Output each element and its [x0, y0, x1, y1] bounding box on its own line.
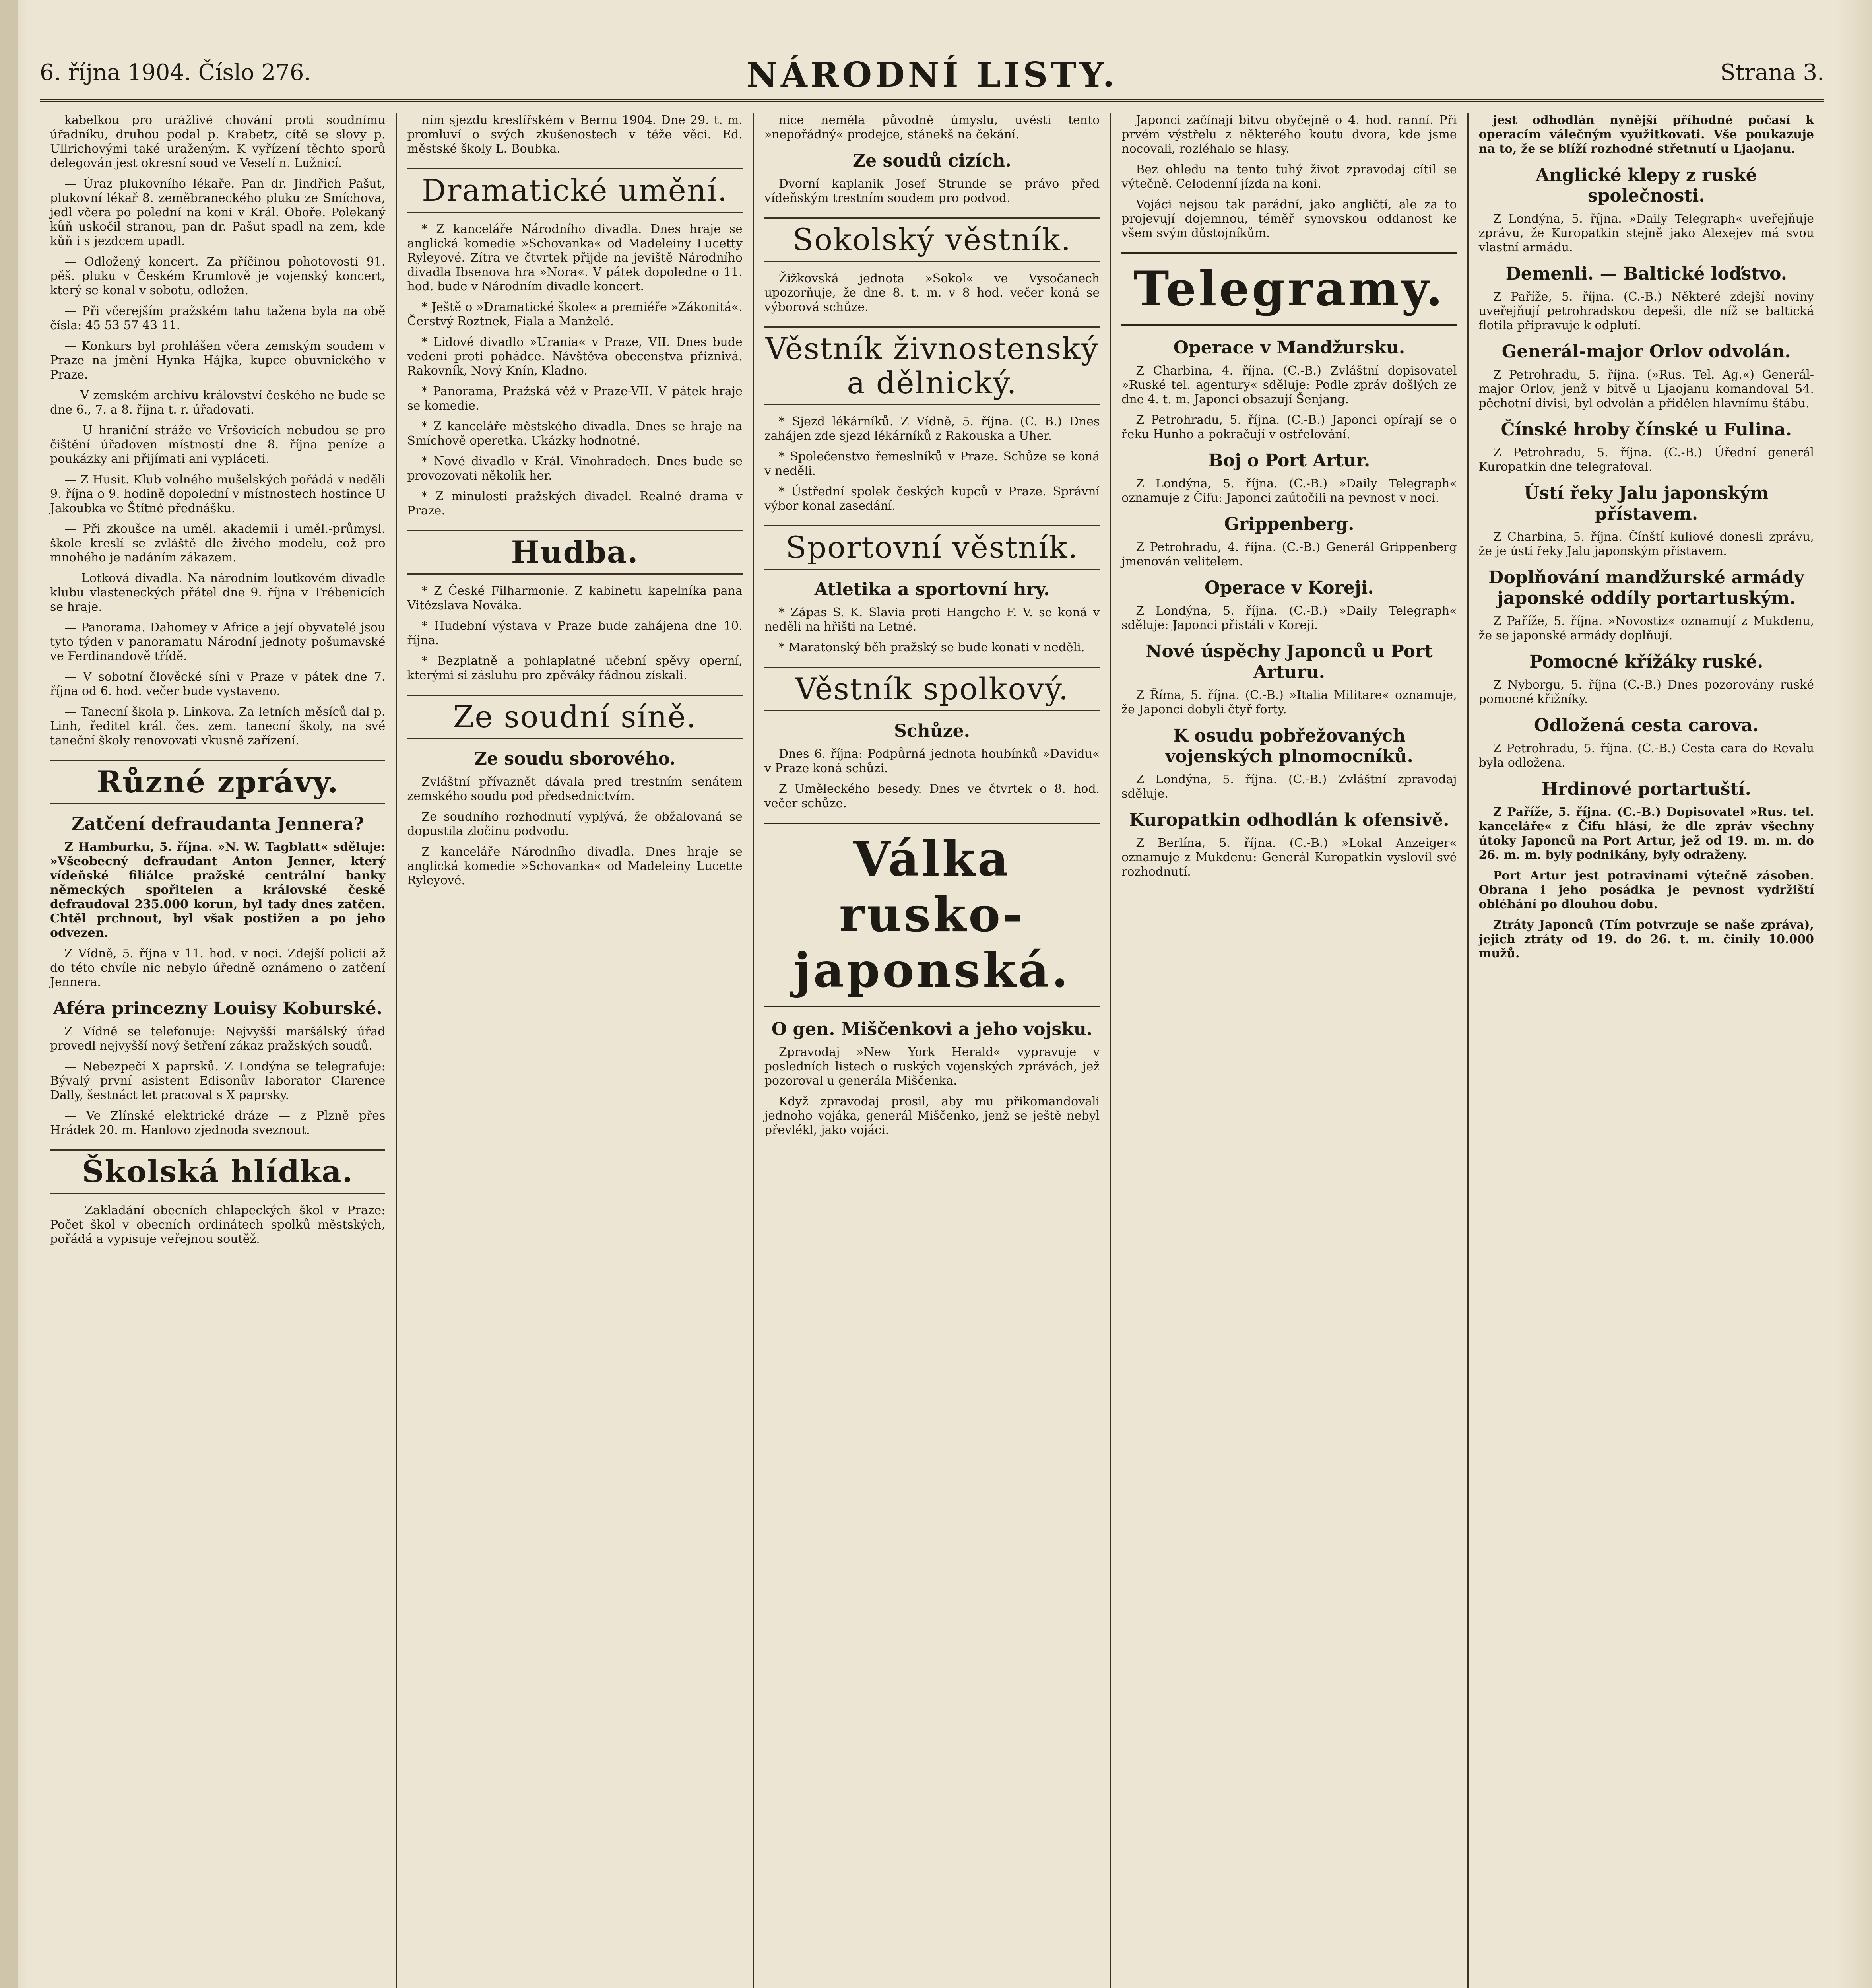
article-paragraph: Z Berlína, 5. října. (C.-B.) »Lokal Anzeiger« oznamuje z Mukdenu: Generál Kuropatkin vyslovil své rozhodnutí. — [1121, 836, 1457, 879]
article-heading: Schůze. — [894, 721, 970, 741]
page-header — [40, 48, 1824, 102]
article-heading: Hrdinové portartuští. — [1541, 779, 1751, 799]
article-paragraph: — Panorama. Dahomey v Africe a její obyvatelé jsou tyto týden v panoramatu Národní jednoty pošumavské ve Ferdinandově třídě. — [50, 621, 386, 663]
article-paragraph: * Ústřední spolek českých kupců v Praze. Správní výbor konal zasedání. — [764, 485, 1100, 513]
article-paragraph: Z kanceláře Národního divadla. Dnes hraje se anglická komedie »Schovanka« od Madeleiny Lucette Ryleyové. — [407, 845, 743, 887]
article-paragraph: — Při zkoušce na uměl. akademii i uměl.-průmysl. škole kreslí se zvláště dle živého modelu, což pro mnohého je nadáním zákazem. — [50, 522, 386, 565]
article-paragraph: * Z kanceláře Národního divadla. Dnes hraje se anglická komedie »Schovanka« od Madeleiny Lucetty Ryleyové. Zítra ve čtvrtek přijde na jeviště Národního divadla Ibsenova hra »Nora«. V pátek dopoledne o 11. hod. bude v Národním divadle koncert. — [407, 222, 743, 293]
article-paragraph: * Nové divadlo v Král. Vinohradech. Dnes bude se provozovati několik her. — [407, 454, 743, 483]
article-heading: Aféra princezny Louisy Koburské. — [53, 998, 382, 1019]
article-paragraph: Z Říma, 5. října. (C.-B.) »Italia Militare« oznamuje, že Japonci dobyli čtyř forty. — [1121, 688, 1457, 716]
article-heading: Nové úspěchy Japonců u Port Arturu. — [1146, 641, 1433, 682]
article-paragraph: Z Londýna, 5. října. (C.-B.) Zvláštní zpravodaj sděluje. — [1121, 773, 1457, 801]
section-title: Hudba. — [407, 530, 742, 575]
article-paragraph: * Bezplatně a pohlaplatné učební spěvy operní, kterými si zásluhu pro zpěváky řádnou získali. — [407, 654, 743, 682]
article-paragraph: ním sjezdu kreslířském v Bernu 1904. Dne 29. t. m. promluví o svých zkušenostech v téže věci. Ed. městské školy L. Boubka. — [407, 113, 743, 156]
article-paragraph: Z Paříže, 5. října. (C.-B.) Některé zdejší noviny uveřejňují petrohradskou depeši, dle níž se baltická flotila připravuje k odplutí. — [1478, 290, 1814, 332]
article-paragraph: Z Petrohradu, 5. října. (»Rus. Tel. Ag.«) Generál-major Orlov, jenž v bitvě u Ljaojanu komandoval 54. pěchotní divisi, byl odvolán a přidělen hlavnímu štábu. — [1478, 368, 1814, 410]
article-paragraph: Bez ohledu na tento tuhý život zpravodaj cítil se výtečně. Celodenní jízda na koni. — [1121, 163, 1457, 191]
article-heading: Generál-major Orlov odvolán. — [1501, 342, 1791, 362]
article-paragraph: — Úraz plukovního lékaře. Pan dr. Jindřich Pašut, plukovní lékař 8. zeměbraneckého pluku ze Smíchova, jedl včera po polední na koni v Král. Oboře. Polekaný kůň uskočil stranou, pan dr. Pašut spadl na zem, kde kůň i s jezdcem upadl. — [50, 177, 386, 248]
article-paragraph: * Z České Filharmonie. Z kabinetu kapelníka pana Vitězslava Nováka. — [407, 584, 743, 612]
section-title: Různé zprávy. — [50, 760, 385, 804]
article-paragraph: Z Londýna, 5. října. »Daily Telegraph« uveřejňuje zprávu, že Kuropatkin stejně jako Alexejev má svou vlastní armádu. — [1478, 212, 1814, 254]
article-paragraph: * Společenstvo řemeslníků v Praze. Schůze se koná v neděli. — [764, 450, 1100, 478]
article-paragraph: * Lidové divadlo »Urania« v Praze, VII. Dnes bude vedení proti pohádce. Návštěva obecenstva příznivá. Rakovník, Nový Knín, Kladno. — [407, 335, 743, 378]
article-paragraph: * Z minulosti pražských divadel. Realné drama v Praze. — [407, 489, 743, 518]
page-number: Strana 3. — [1720, 60, 1824, 85]
article-paragraph: jest odhodlán nynější příhodné počasí k operacím válečným využitkovati. Vše poukazuje na to, že se blíží rozhodné střetnutí u Ljaojanu. — [1478, 113, 1814, 156]
article-paragraph: Ze soudního rozhodnutí vyplývá, že obžalovaná se dopustila zločinu podvodu. — [407, 810, 743, 838]
column-5 — [1469, 113, 1824, 1988]
article-paragraph: Z Charbina, 4. října. (C.-B.) Zvláštní dopisovatel »Ruské tel. agentury« sděluje: Podle zpráv došlých ze dne 4. t. m. Japonci obsazují Šenjang. — [1121, 364, 1457, 406]
telegrams-banner-heading: Telegramy. — [1121, 252, 1457, 326]
masthead-title: NÁRODNÍ LISTY. — [746, 55, 1118, 95]
article-paragraph: Z Petrohradu, 5. října. (C.-B.) Úřední generál Kuropatkin dne telegrafoval. — [1478, 446, 1814, 474]
article-paragraph: — Lotková divadla. Na národním loutkovém divadle klubu vlasteneckých přátel dne 9. října v Trébenicích se hraje. — [50, 571, 386, 614]
binding-spine — [0, 0, 18, 1988]
article-paragraph: * Sjezd lékárníků. Z Vídně, 5. října. (C. B.) Dnes zahájen zde sjezd lékárníků z Rakouska a Uher. — [764, 415, 1100, 443]
article-paragraph: — Tanecní škola p. Linkova. Za letních měsíců dal p. Linh, ředitel král. čes. zem. tanecní školy, na své taneční školy renovovati vkusně zařízení. — [50, 705, 386, 747]
article-paragraph: Z Londýna, 5. října. (C.-B.) »Daily Telegraph« sděluje: Japonci přistáli v Koreji. — [1121, 604, 1457, 632]
article-paragraph: — Z Husit. Klub volného mušelských pořádá v neděli 9. října o 9. hodině dopolední v místnostech hostince U Jakoubka ve Štítné přednášku. — [50, 473, 386, 515]
article-paragraph: — V zemském archivu království českého ne bude se dne 6., 7. a 8. října t. r. úřadovati. — [50, 388, 386, 417]
article-paragraph: — U hraniční stráže ve Vršovicích nebudou se pro čištění úřadoven místností dne 8. října peníze a poukázky ani přijímati ani vypláceti. — [50, 423, 386, 466]
article-paragraph: Z Charbina, 5. října. Čínští kuliové donesli zprávu, že je ústí řeky Jalu japonským přístavem. — [1478, 530, 1814, 558]
article-paragraph: * Zápas S. K. Slavia proti Hangcho F. V. se koná v neděli na hřišti na Letné. — [764, 606, 1100, 634]
issue-date: 6. října 1904. Číslo 276. — [40, 60, 311, 85]
article-paragraph: Ztráty Japonců (Tím potvrzuje se naše zpráva), jejich ztráty od 19. do 26. t. m. činily 10.000 mužů. — [1478, 918, 1814, 961]
article-heading: Anglické klepy z ruské společnosti. — [1536, 165, 1757, 206]
article-paragraph: Japonci začínají bitvu obyčejně o 4. hod. ranní. Při prvém výstřelu z některého koutu dvora, kde jsme nocovali, rozléhalo se hlasy. — [1121, 113, 1457, 156]
article-heading: Kuropatkin odhodlán k ofensivě. — [1129, 810, 1449, 830]
article-heading: Demenli. — Baltické loďstvo. — [1505, 264, 1787, 284]
war-banner-heading: Válka rusko-japonská. — [764, 823, 1100, 1007]
article-paragraph: * Hudební výstava v Praze bude zahájena dne 10. října. — [407, 619, 743, 647]
article-paragraph: Zvláštní přívaznět dávala pred trestním senátem zemského soudu pod předsednictvím. — [407, 775, 743, 803]
article-heading: Boj o Port Artur. — [1208, 450, 1370, 471]
article-paragraph: * Z kanceláře městského divadla. Dnes se hraje na Smíchově operetka. Ukázky hodnotné. — [407, 419, 743, 448]
article-paragraph: — Při včerejším pražském tahu tažena byla na obě čísla: 45 53 57 43 11. — [50, 304, 386, 332]
article-paragraph: Z Petrohradu, 4. října. (C.-B.) Generál Grippenberg jmenován velitelem. — [1121, 540, 1457, 569]
article-paragraph: Když zpravodaj prosil, aby mu přikomandovali jednoho vojáka, generál Miščenko, jenž se ještě nebyl převlékl, jako vojáci. — [764, 1095, 1100, 1137]
article-heading: Čínské hroby čínské u Fulina. — [1501, 419, 1792, 440]
article-heading: Operace v Koreji. — [1205, 578, 1374, 598]
section-title: Věstník živnostenský a dělnický. — [764, 326, 1100, 405]
article-paragraph: — Nebezpečí X paprsků. Z Londýna se telegrafuje: Bývalý první asistent Edisonův laborator Clarence Dally, šestnáct let pracoval s X paprsky. — [50, 1060, 386, 1102]
article-paragraph: — Ve Zlínské elektrické dráze — z Plzně přes Hrádek 20. m. Hanlovo zjednoda sveznout. — [50, 1109, 386, 1137]
article-paragraph: * Maratonský běh pražský se bude konati v neděli. — [778, 641, 1085, 654]
article-paragraph: — Zakladání obecních chlapeckých škol v Praze: Počet škol v obecních ordinátech spolků městských, pořádá a vypisuje veřejnou soutěž. — [50, 1204, 386, 1246]
article-paragraph: kabelkou pro urážlivé chování proti soudnímu úřadníku, druhou podal p. Krabetz, cítě se slovy p. Ullrichovými také uraženým. K vyřízení těchto sporů delegován jest okresní soud ve Veselí n. Lužnicí. — [50, 113, 386, 170]
article-paragraph: — V sobotní člověcké síni v Praze v pátek dne 7. října od 6. hod. večer bude vystaveno. — [50, 670, 386, 698]
article-heading: Ústí řeky Jalu japonským přístavem. — [1524, 483, 1769, 524]
article-heading: Zatčení defraudanta Jennera? — [72, 814, 364, 834]
article-paragraph: * Ještě o »Dramatické škole« a premiéře »Zákonitá«. Čerstvý Roztnek, Fiala a Manželé. — [407, 300, 743, 328]
article-paragraph: Z Hamburku, 5. října. »N. W. Tagblatt« sděluje: »Všeobecný defraudant Anton Jenner, který vídeňské filiálce pražské centrální banky německých spořitelen a královské české defraudoval 235.000 korun, byl tady dnes zatčen. Chtěl prchnout, byl však postižen a po jeho odvezen. — [50, 840, 386, 940]
article-heading: Atletika a sportovní hry. — [814, 579, 1050, 600]
column-1 — [40, 113, 397, 1988]
article-paragraph: Z Petrohradu, 5. října. (C.-B.) Japonci opírají se o řeku Hunho a pokračují v ostřelování. — [1121, 413, 1457, 441]
article-paragraph: Zpravodaj »New York Herald« vypravuje v posledních listech o ruských vojenských zprávách, jež pozoroval u generála Miščenka. — [764, 1045, 1100, 1088]
article-heading: K osudu pobřežovaných vojenských plnomocníků. — [1165, 726, 1413, 767]
column-2 — [397, 113, 754, 1988]
article-paragraph: Z Petrohradu, 5. října. (C.-B.) Cesta cara do Revalu byla odložena. — [1478, 742, 1814, 770]
article-paragraph: Z Paříže, 5. října. (C.-B.) Dopisovatel »Rus. tel. kanceláře« z Čifu hlásí, že dle zpráv všechny útoky Japonců na Port Artur, jež od 19. m. m. do 26. m. m. byly podnikány, byly odraženy. — [1478, 805, 1814, 862]
article-paragraph: Z Uměleckého besedy. Dnes ve čtvrtek o 8. hod. večer schůze. — [764, 782, 1100, 810]
article-paragraph: Z Londýna, 5. října. (C.-B.) »Daily Telegraph« oznamuje z Čifu: Japonci zaútočili na pevnost v noci. — [1121, 477, 1457, 505]
article-paragraph: Vojáci nejsou tak parádní, jako angličtí, ale za to projevují dojemnou, téměř synovskou oddanost ke všem svým důstojníkům. — [1121, 198, 1457, 240]
article-paragraph: Dvorní kaplanik Josef Strunde se právo před vídeňským trestním soudem pro podvod. — [764, 177, 1100, 205]
article-paragraph: Port Artur jest potravinami výtečně zásoben. Obrana i jeho posádka je pevnost vydržiští obléhání po dlouhou dobu. — [1478, 869, 1814, 911]
article-paragraph: — Konkurs byl prohlášen včera zemským soudem v Praze na jmění Hynka Hájka, kupce obuvnického v Praze. — [50, 339, 386, 382]
article-paragraph: * Panorama, Pražská věž v Praze-VII. V pátek hraje se komedie. — [407, 384, 743, 413]
article-heading: Doplňování mandžurské armády japonské oddíly portartuským. — [1488, 567, 1804, 608]
section-title: Věstník spolkový. — [764, 667, 1100, 711]
article-heading: Grippenberg. — [1224, 514, 1354, 534]
article-paragraph: Z Vídně, 5. října v 11. hod. v noci. Zdejší policii až do této chvíle nic nebylo úředně oznámeno o zatčení Jennera. — [50, 947, 386, 989]
article-paragraph: Žižkovská jednota »Sokol« ve Vysočanech upozorňuje, že dne 8. t. m. v 8 hod. večer koná se výborová schůze. — [764, 272, 1100, 314]
article-paragraph: Z Vídně se telefonuje: Nejvyšší maršálský úřad provedl nejvyšší nový šetření zákaz pražských soudů. — [50, 1025, 386, 1053]
article-paragraph: Dnes 6. října: Podpůrná jednota houbínků »Davidu« v Praze koná schůzi. — [764, 747, 1100, 775]
article-paragraph: Z Paříže, 5. října. »Novostiz« oznamují z Mukdenu, že se japonské armády doplňují. — [1478, 614, 1814, 643]
article-heading: O gen. Miščenkovi a jeho vojsku. — [771, 1019, 1093, 1039]
article-paragraph: — Odložený koncert. Za příčinou pohotovosti 91. pěš. pluku v Českém Krumlově je vojenský koncert, který se konal v sobotu, odložen. — [50, 255, 386, 297]
article-heading: Odložená cesta carova. — [1534, 715, 1759, 736]
column-3 — [754, 113, 1111, 1988]
section-title: Dramatické umění. — [407, 168, 742, 213]
section-title: Ze soudní síně. — [407, 695, 742, 739]
text-columns — [40, 113, 1824, 1988]
section-title: Sokolský věstník. — [764, 217, 1100, 262]
column-4 — [1111, 113, 1468, 1988]
article-heading: Operace v Mandžursku. — [1173, 338, 1405, 358]
article-paragraph: nice neměla původně úmyslu, uvésti tento »nepořádný« prodejce, stánekš na čekání. — [764, 113, 1100, 142]
section-title: Sportovní věstník. — [764, 525, 1100, 570]
article-paragraph: Z Nyborgu, 5. října (C.-B.) Dnes pozorovány ruské pomocné křižníky. — [1478, 678, 1814, 706]
section-title: Školská hlídka. — [50, 1149, 385, 1194]
article-heading: Ze soudů cizích. — [853, 151, 1011, 171]
article-heading: Pomocné křížáky ruské. — [1529, 652, 1763, 672]
article-heading: Ze soudu sborového. — [474, 749, 676, 769]
